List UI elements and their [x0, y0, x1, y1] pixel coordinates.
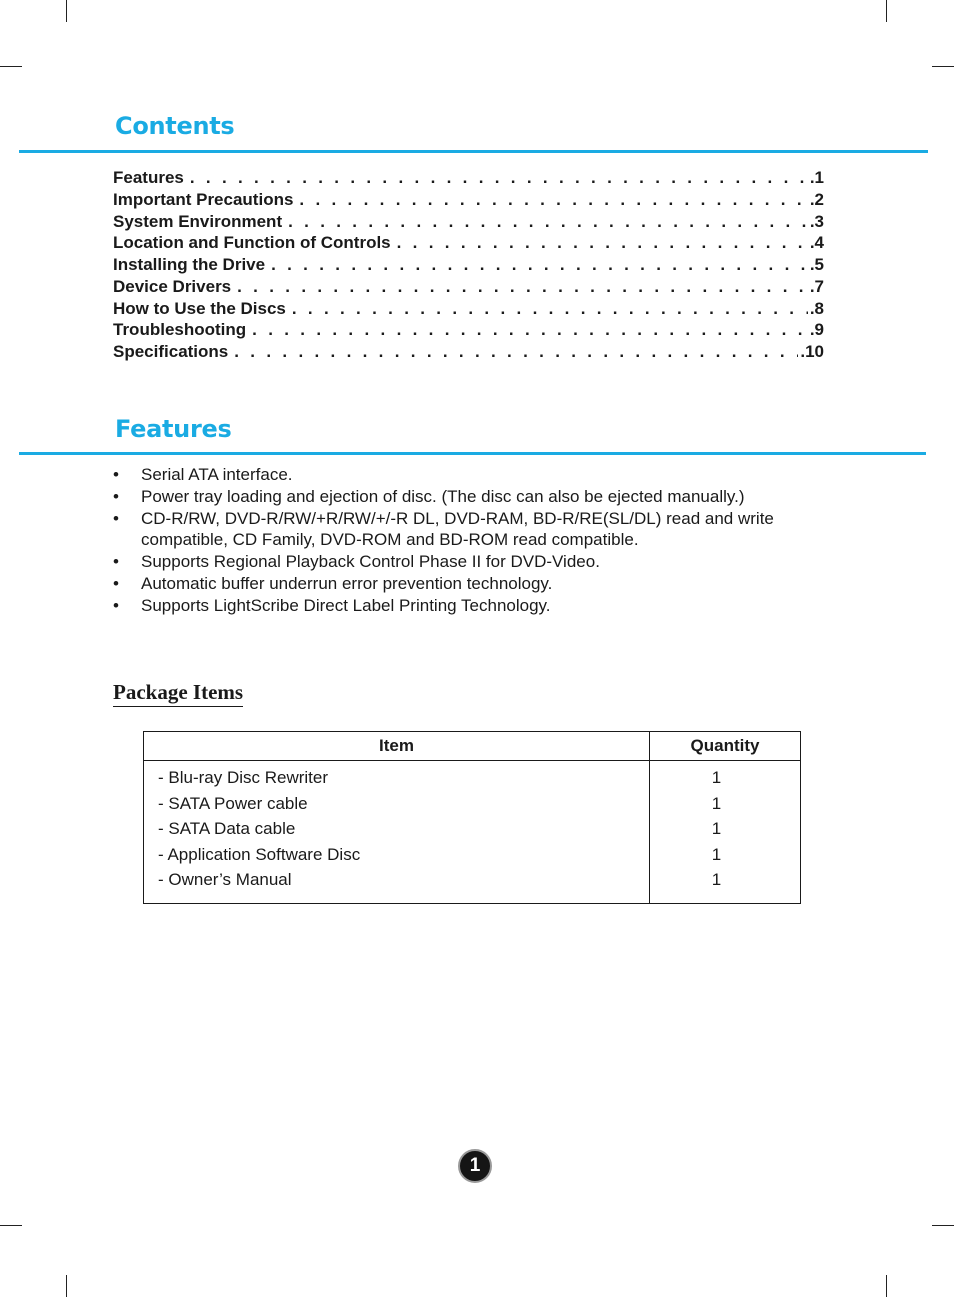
toc-entry-page: .8: [809, 298, 824, 318]
toc-dot-leader: [234, 341, 798, 363]
package-item-name: - SATA Power cable: [158, 793, 308, 813]
package-items-table: [143, 731, 801, 904]
crop-mark: [932, 1225, 954, 1226]
toc-entry: [113, 298, 824, 320]
toc-entry-label: Specifications: [113, 342, 229, 361]
quantity-list-cell: [650, 761, 801, 904]
package-item-quantity: 1: [711, 819, 722, 838]
table-row: [144, 761, 801, 904]
toc-entry-label: How to Use the Discs: [113, 298, 286, 318]
toc-entry-page: .7: [809, 276, 824, 296]
toc-entry-label: Installing the Drive: [113, 255, 266, 274]
crop-mark: [66, 1275, 67, 1297]
toc-entry: [113, 167, 824, 189]
features-rule: [19, 452, 926, 455]
toc-entry-label: System Environment: [113, 211, 283, 231]
toc-dot-leader: [252, 319, 808, 341]
toc-entry: [113, 276, 824, 298]
package-item-name: - Blu-ray Disc Rewriter: [158, 768, 329, 787]
crop-mark: [886, 1275, 887, 1297]
list-item: [113, 486, 843, 508]
feature-text: Automatic buffer underrun error prevention technology.: [141, 573, 553, 593]
toc-entry-page: .1: [809, 168, 824, 187]
package-item-name: - Application Software Disc: [158, 844, 361, 864]
toc-entry-page: .3: [809, 211, 824, 231]
feature-list: [113, 464, 843, 617]
list-item: [113, 508, 843, 552]
package-item-name: - Owner’s Manual: [158, 870, 292, 889]
bullet-icon: •: [113, 595, 119, 615]
toc-entry-label: Features: [113, 168, 184, 187]
package-items-heading: Package Items: [113, 680, 243, 707]
feature-text: Supports Regional Playback Control Phase II for DVD-Video.: [141, 552, 600, 572]
toc-entry-label: Device Drivers: [113, 276, 232, 296]
contents-heading: Contents: [115, 112, 235, 140]
toc-dot-leader: [397, 232, 808, 254]
crop-mark: [886, 0, 887, 22]
toc-dot-leader: [190, 167, 808, 189]
toc-entry-page: .4: [809, 233, 824, 253]
crop-mark: [66, 0, 67, 22]
toc-entry-page: .10: [800, 342, 824, 361]
toc-dot-leader: [271, 254, 808, 276]
feature-text: Supports LightScribe Direct Label Printing Technology.: [141, 595, 551, 615]
feature-text: CD-R/RW, DVD-R/RW/+R/RW/+/-R DL, DVD-RAM, BD-R/RE(SL/DL) read and write compatible, CD Family, DVD-ROM and BD-ROM read compatible.: [141, 508, 774, 550]
features-heading: Features: [115, 415, 232, 443]
feature-text: Serial ATA interface.: [141, 465, 293, 484]
bullet-icon: •: [113, 486, 119, 506]
contents-rule: [19, 150, 928, 153]
toc-entry: [113, 211, 824, 233]
item-list-cell: [144, 761, 650, 904]
package-item-quantity: 1: [711, 768, 722, 787]
bullet-icon: •: [113, 465, 119, 484]
toc-entry-page: .9: [809, 320, 824, 340]
page-number-badge: 1: [458, 1149, 492, 1183]
feature-text: Power tray loading and ejection of disc. (The disc can also be ejected manually.): [141, 486, 745, 506]
package-item-quantity: 1: [711, 844, 722, 864]
bullet-icon: •: [113, 552, 119, 572]
toc-dot-leader: [292, 298, 808, 320]
quantity-column-header: Quantity: [650, 732, 801, 761]
bullet-icon: •: [113, 508, 119, 528]
toc-dot-leader: [288, 211, 808, 233]
toc-entry-label: Troubleshooting: [113, 320, 247, 340]
toc-entry: [113, 341, 824, 363]
toc-entry: [113, 254, 824, 276]
package-item-quantity: 1: [711, 793, 722, 813]
list-item: [113, 595, 843, 617]
bullet-icon: •: [113, 573, 119, 593]
item-column-header: Item: [144, 732, 650, 761]
table-of-contents: [113, 167, 824, 363]
toc-entry-label: Location and Function of Controls: [113, 233, 391, 253]
package-item-name: - SATA Data cable: [158, 819, 296, 838]
list-item: [113, 551, 843, 573]
list-item: [113, 573, 843, 595]
list-item: [113, 464, 843, 486]
toc-dot-leader: [237, 276, 808, 298]
toc-entry: [113, 232, 824, 254]
package-item-quantity: 1: [711, 870, 722, 889]
crop-mark: [0, 66, 22, 67]
table-header-row: [144, 732, 801, 761]
toc-entry: [113, 189, 824, 211]
crop-mark: [932, 66, 954, 67]
toc-entry: [113, 319, 824, 341]
toc-entry-page: .2: [809, 189, 824, 209]
crop-mark: [0, 1225, 22, 1226]
toc-entry-page: .5: [809, 255, 824, 274]
toc-entry-label: Important Precautions: [113, 189, 294, 209]
toc-dot-leader: [299, 189, 807, 211]
